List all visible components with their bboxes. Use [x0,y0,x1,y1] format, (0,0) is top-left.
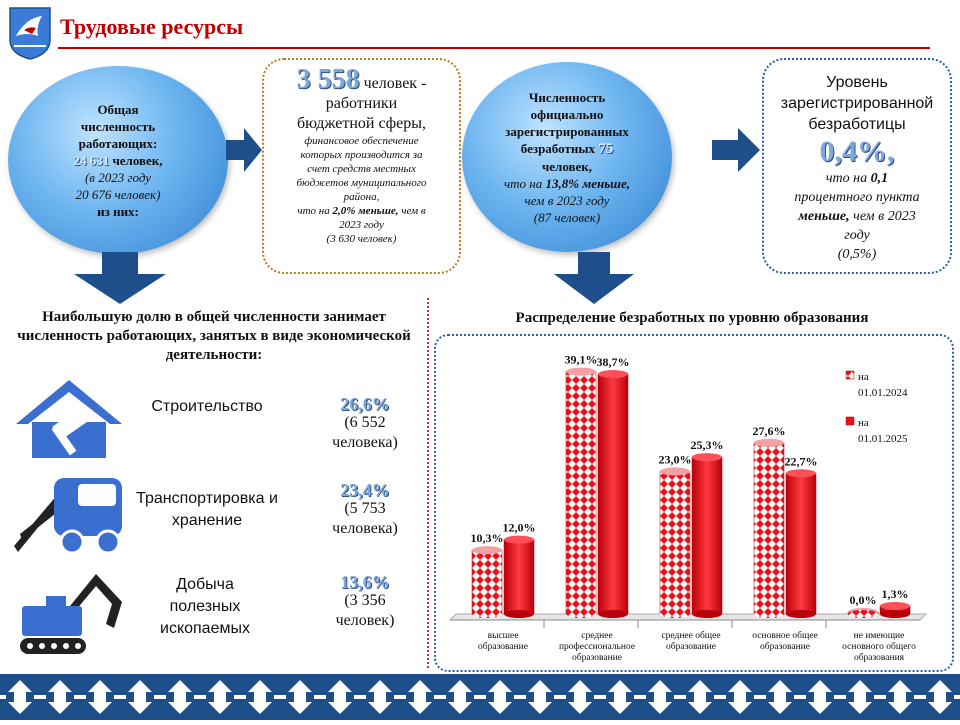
bar [598,374,628,614]
activity-count: человек) [335,612,395,629]
card4-line7: году [844,228,870,243]
construction-house-icon [14,378,124,460]
bar [660,471,690,614]
card1-line3: работающих: [78,135,158,151]
arrow-right-icon [226,128,262,172]
card4-line4 [764,169,950,188]
card2-line3: бюджетной сферы, [297,115,426,132]
card1-line5: (в 2023 году [84,169,152,185]
activity-percent: 26,6% [340,394,390,414]
data-label: 39,1% [564,352,598,367]
data-label: 12,0% [502,520,536,535]
data-label: 23,0% [658,452,692,467]
data-label: 0,0% [849,593,877,607]
legend-label: на [858,417,869,429]
bar-base [472,610,502,618]
card4-line6 [764,207,950,226]
ornament-pattern-icon [0,674,960,720]
card4-line6b: чем в 2023 [849,209,916,224]
data-label: 22,7% [784,454,818,469]
card4-line2: зарегистрированной [780,95,934,112]
bar [504,540,534,614]
card2-line9a: что на [297,205,333,217]
activity-percent: 13,6% [340,572,390,592]
bar-cap [566,368,596,376]
card4-line4b: 0,1 [870,171,889,186]
bar-base [566,610,596,618]
card2-line8: района, [343,191,380,203]
footer-ornament [0,674,960,720]
unemployment-rate-card [762,58,952,274]
category-label: профессиональное [558,642,636,652]
card3-line4 [521,140,614,158]
bar [472,550,502,614]
truck-icon [10,474,126,556]
bar-cap [472,546,502,554]
data-label: 38,7% [596,355,630,370]
card2-line11: (3 630 человек) [326,233,397,245]
card3-line6a: что на [503,175,546,191]
card2-line10: 2023 году [339,219,384,231]
card2-line9 [264,204,459,218]
category-label: основное общее [752,631,818,641]
card4-line8: (0,5%) [837,247,877,262]
unemployed-value: 75 [598,140,614,157]
activity-percent: 23,4% [340,480,390,500]
card1-line4 [73,152,162,169]
activity-label: Добыча полезных ископаемых [160,576,250,637]
budget-workers-card [262,58,461,274]
card1-line6: 20 676 человек) [75,186,161,202]
data-label: 27,6% [752,423,786,438]
activities-heading: Наибольшую долю в общей численности занимает численность работающих, занятых в виде экономической деятельности: [17,309,411,363]
category-label: образование [760,642,810,652]
card1-unit: человек, [109,152,163,168]
bar-cap [754,439,784,447]
card3-line7: чем в 2023 году [524,192,610,208]
unemployment-rate-value: 0,4%, [819,135,895,168]
card2-line2: работники [325,95,398,112]
activity-count: человека) [332,520,398,537]
card2-line9b: 2,0% меньше, [332,205,399,217]
card2-line4: финансовое обеспечение [304,135,419,147]
category-label: не имеющие [853,631,905,641]
bar-cap [786,469,816,477]
bar [754,443,784,614]
coat-of-arms-icon [8,6,52,60]
activity-count: (5 753 [344,500,386,517]
card2-line7: бюджетов муниципального [296,177,427,189]
title-underline [58,47,930,49]
card3-line5: человек, [541,158,593,174]
card4-line5: процентного пункта [794,190,920,205]
legend-swatch [846,417,854,425]
bar-base [692,610,722,618]
bar [566,372,596,614]
bar-cap [692,453,722,461]
category-label: высшее [487,631,519,641]
bar-cap [660,467,690,475]
card2-unit: человек - [359,75,427,92]
category-label: основного общего [842,642,916,652]
activity-label: Транспортировка и хранение [136,490,278,529]
bar-base [660,610,690,618]
bar-base [848,610,878,618]
data-label: 10,3% [470,531,504,546]
category-label: среднее общее [661,631,721,641]
card3-line2: официально [530,106,604,122]
arrow-down-icon [554,252,634,304]
activity-count: (3 356 [344,592,386,609]
bar [786,473,816,614]
bar-base [598,610,628,618]
card2-line6: счет средств местных [307,163,416,175]
arrow-right-icon [712,128,760,172]
card2-line9c: чем в [398,205,426,217]
arrow-down-icon [74,252,166,304]
category-label: образование [572,653,622,663]
budget-workers-value: 3 558 [296,64,360,95]
card3-line1: Численность [528,89,606,105]
card2-head [264,64,459,95]
activity-count: человека) [332,434,398,451]
card1-line7: из них: [97,203,139,219]
category-label: образования [853,653,905,663]
card3-line4a: безработных [520,140,599,156]
bar-base [880,610,910,618]
bar-base [504,610,534,618]
legend-label: на [858,371,869,383]
bar-base [754,610,784,618]
excavator-icon [10,566,130,660]
card3-line3: зарегистрированных [505,123,629,139]
card3-line6 [504,175,630,192]
page-title: Трудовые ресурсы [60,14,244,39]
bar [692,457,722,614]
category-label: среднее [581,631,613,641]
card3-line6b: 13,8% меньше, [545,175,631,191]
category-label: образование [478,642,528,652]
category-label: образование [666,642,716,652]
chart-title: Распределение безработных по уровню образования [515,310,869,326]
data-label: 25,3% [690,438,724,453]
card1-line2: численность [80,118,156,134]
card3-line8: (87 человек) [533,209,601,225]
bar-cap [880,602,910,610]
card4-line6a: меньше, [798,209,850,224]
card1-line1: Общая [97,101,139,117]
legend-swatch [846,371,854,379]
unemployed-card [462,62,672,252]
bar-cap [504,536,534,544]
card2-line5: которых производится за [300,149,423,161]
bar-cap [598,370,628,378]
total-employed-value: 24 631 [73,152,110,168]
activity-count: (6 552 [344,414,386,431]
legend-label: 01.01.2024 [858,387,908,399]
education-bar-chart [436,336,948,666]
activity-label: Строительство [151,398,263,415]
total-employed-card [8,66,228,254]
card4-line3: безработицы [808,116,906,133]
legend-label: 01.01.2025 [858,433,908,445]
card4-line1: Уровень [826,74,888,91]
bar-base [786,610,816,618]
data-label: 1,3% [881,586,909,601]
card4-line4a: что на [825,171,871,186]
